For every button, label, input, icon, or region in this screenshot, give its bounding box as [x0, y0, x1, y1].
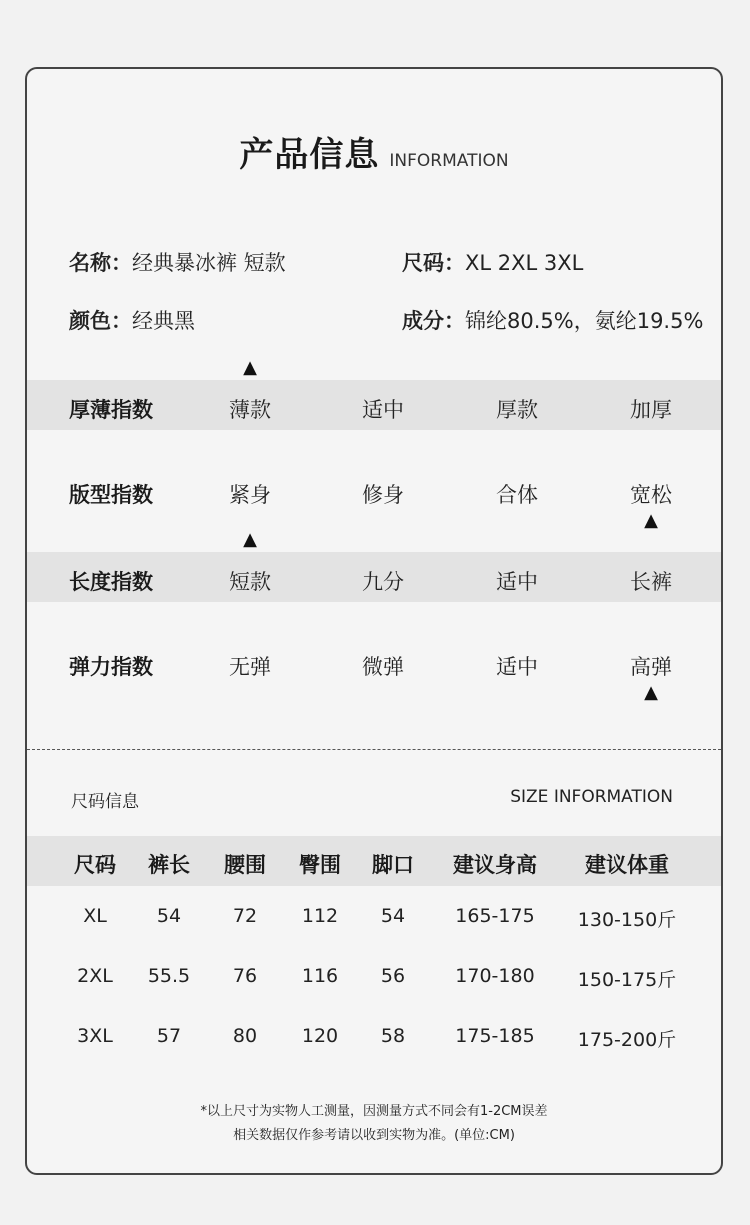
selected-marker-icon: ▲	[644, 682, 658, 703]
info-name	[69, 247, 286, 277]
size-table-header: 裤长	[148, 853, 190, 877]
index-row-label: 弹力指数	[69, 655, 153, 679]
index-option: 薄款	[229, 398, 271, 422]
index-option: 适中	[362, 398, 404, 422]
index-row-label: 厚薄指数	[69, 398, 153, 422]
size-table-header: 脚口	[372, 853, 414, 877]
index-option: 长裤	[630, 570, 672, 594]
product-info-card	[25, 67, 723, 1175]
info-material-label: 成分：	[402, 309, 465, 333]
info-color-label: 颜色：	[69, 309, 132, 333]
size-table-header: 腰围	[224, 853, 266, 877]
index-option: 九分	[362, 570, 404, 594]
title-cn: 产品信息	[239, 135, 380, 175]
index-option: 紧身	[229, 483, 271, 507]
index-option: 适中	[496, 655, 538, 679]
index-option: 高弹	[630, 655, 672, 679]
info-size-value: XL 2XL 3XL	[465, 251, 584, 275]
size-section-title-en: SIZE INFORMATION	[510, 787, 673, 807]
divider	[27, 749, 721, 750]
size-table-cell: 56	[380, 965, 406, 987]
page-title	[27, 127, 721, 176]
size-table-cell: 72	[232, 905, 258, 927]
index-option: 无弹	[229, 655, 271, 679]
size-table-cell: 120	[301, 1025, 339, 1047]
info-name-label: 名称：	[69, 251, 132, 275]
title-en: INFORMATION	[389, 151, 509, 171]
size-table-cell: 57	[156, 1025, 182, 1047]
note-line-1: *以上尺寸为实物人工测量，因测量方式不同会有1-2CM误差	[200, 1104, 548, 1119]
info-material-value: 锦纶80.5%，氨纶19.5%	[465, 309, 704, 333]
size-table-cell: 58	[380, 1025, 406, 1047]
size-table-cell: 76	[232, 965, 258, 987]
size-table-cell: 3XL	[77, 1025, 113, 1047]
selected-marker-icon: ▲	[243, 529, 257, 550]
size-table-cell: 55.5	[147, 965, 191, 987]
size-section-title: 尺码信息	[71, 792, 139, 812]
size-table-header: 臀围	[299, 853, 341, 877]
size-table-cell: 150-175斤	[577, 969, 677, 991]
size-table-cell: 54	[156, 905, 182, 927]
index-option: 短款	[229, 570, 271, 594]
selected-marker-icon: ▲	[243, 357, 257, 378]
note-line-2: 相关数据仅作参考请以收到实物为准。(单位:CM)	[233, 1128, 515, 1143]
index-option: 适中	[496, 570, 538, 594]
size-table-cell: XL	[83, 905, 107, 927]
size-table-cell: 54	[380, 905, 406, 927]
selected-marker-icon: ▲	[644, 510, 658, 531]
size-table-cell: 170-180	[455, 965, 535, 987]
index-option: 厚款	[496, 398, 538, 422]
size-table-header: 尺码	[74, 853, 116, 877]
index-option: 合体	[496, 483, 538, 507]
size-table-cell: 175-200斤	[577, 1029, 677, 1051]
size-table-header: 建议体重	[585, 853, 669, 877]
index-option: 加厚	[630, 398, 672, 422]
size-table-cell: 80	[232, 1025, 258, 1047]
index-row-label: 长度指数	[69, 570, 153, 594]
info-name-value: 经典暴冰裤 短款	[132, 251, 286, 275]
info-material	[402, 305, 703, 335]
size-table-header: 建议身高	[453, 853, 537, 877]
size-table-cell: 175-185	[455, 1025, 535, 1047]
index-option: 宽松	[630, 483, 672, 507]
info-size	[402, 247, 583, 277]
index-option: 修身	[362, 483, 404, 507]
size-table-cell: 165-175	[455, 905, 535, 927]
index-row-label: 版型指数	[69, 483, 153, 507]
size-table-cell: 112	[301, 905, 339, 927]
info-color-value: 经典黑	[132, 309, 195, 333]
info-color	[69, 305, 195, 335]
index-option: 微弹	[362, 655, 404, 679]
size-table-cell: 2XL	[77, 965, 113, 987]
info-size-label: 尺码：	[402, 251, 465, 275]
size-table-cell: 130-150斤	[577, 909, 677, 931]
size-table-cell: 116	[301, 965, 339, 987]
